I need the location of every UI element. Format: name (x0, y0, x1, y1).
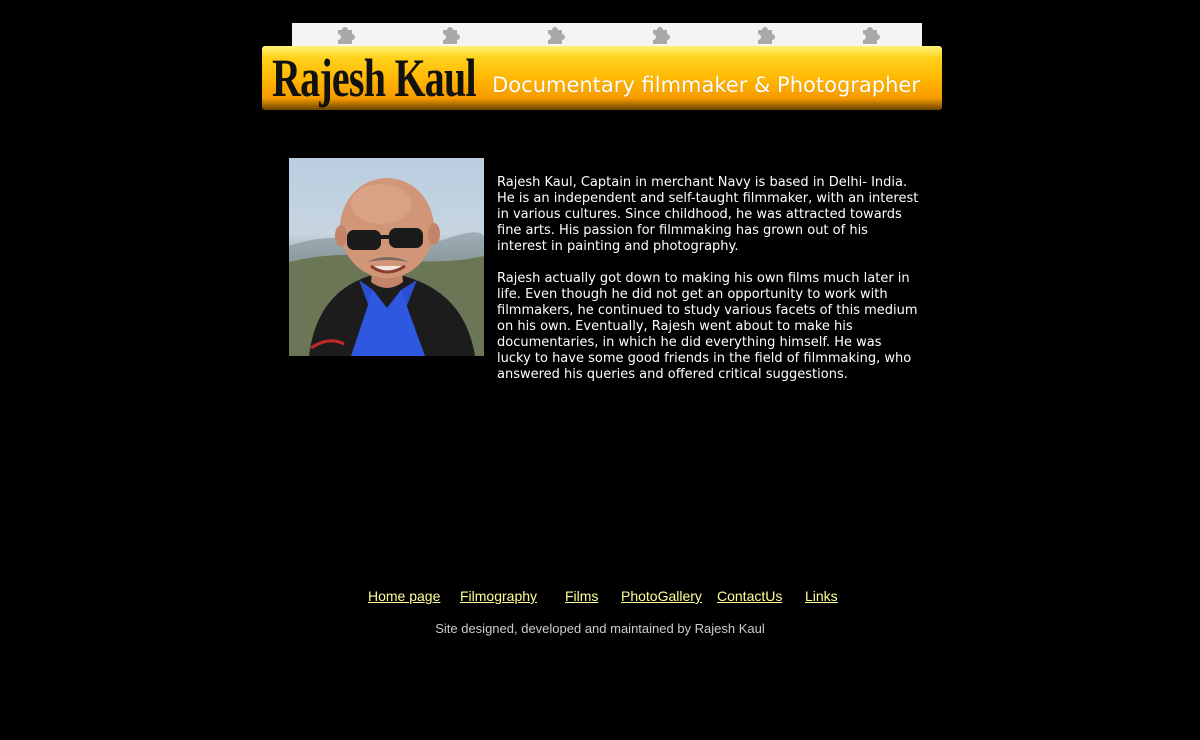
portrait-illustration (289, 158, 484, 356)
nav-links-link[interactable]: Links (805, 588, 838, 604)
site-title: Rajesh Kaul (272, 48, 476, 108)
nav-home-link[interactable]: Home page (368, 588, 441, 604)
site-tagline: Documentary filmmaker & Photographer (492, 73, 920, 97)
footer-nav (0, 586, 1200, 608)
nav-photogallery-link[interactable]: PhotoGallery (621, 588, 702, 604)
puzzle-piece-icon (649, 25, 671, 45)
nav-contactus-link[interactable]: ContactUs (717, 588, 783, 604)
puzzle-piece-icon (859, 25, 881, 45)
puzzle-strip (292, 23, 922, 46)
bio-paragraph: Rajesh actually got down to making his own films much later in life. Even though he did not get an opportunity to work with filmmakers, he continued to study various facets of this medium on his own. Eventually, Rajesh went about to make his documentaries, in which he did everything himself. He was lucky to have some good friends in the field of filmmaking, who answered his queries and offered critical suggestions. (497, 271, 918, 382)
site-credit: Site designed, developed and maintained by Rajesh Kaul (435, 621, 765, 636)
nav-filmography-link[interactable]: Filmography (460, 588, 538, 604)
header-banner (262, 46, 942, 110)
puzzle-piece-icon (334, 25, 356, 45)
puzzle-piece-icon (439, 25, 461, 45)
nav-films-link[interactable]: Films (565, 588, 599, 604)
bio-text (497, 175, 927, 399)
bio-paragraph: Rajesh Kaul, Captain in merchant Navy is based in Delhi- India. He is an independent and self-taught filmmaker, with an interest in various cultures. Since childhood, he was attracted towards fine arts. His passion for filmmaking has grown out of his interest in painting and photography. (497, 175, 919, 254)
puzzle-piece-icon (754, 25, 776, 45)
portrait-photo (289, 158, 484, 356)
puzzle-piece-icon (544, 25, 566, 45)
